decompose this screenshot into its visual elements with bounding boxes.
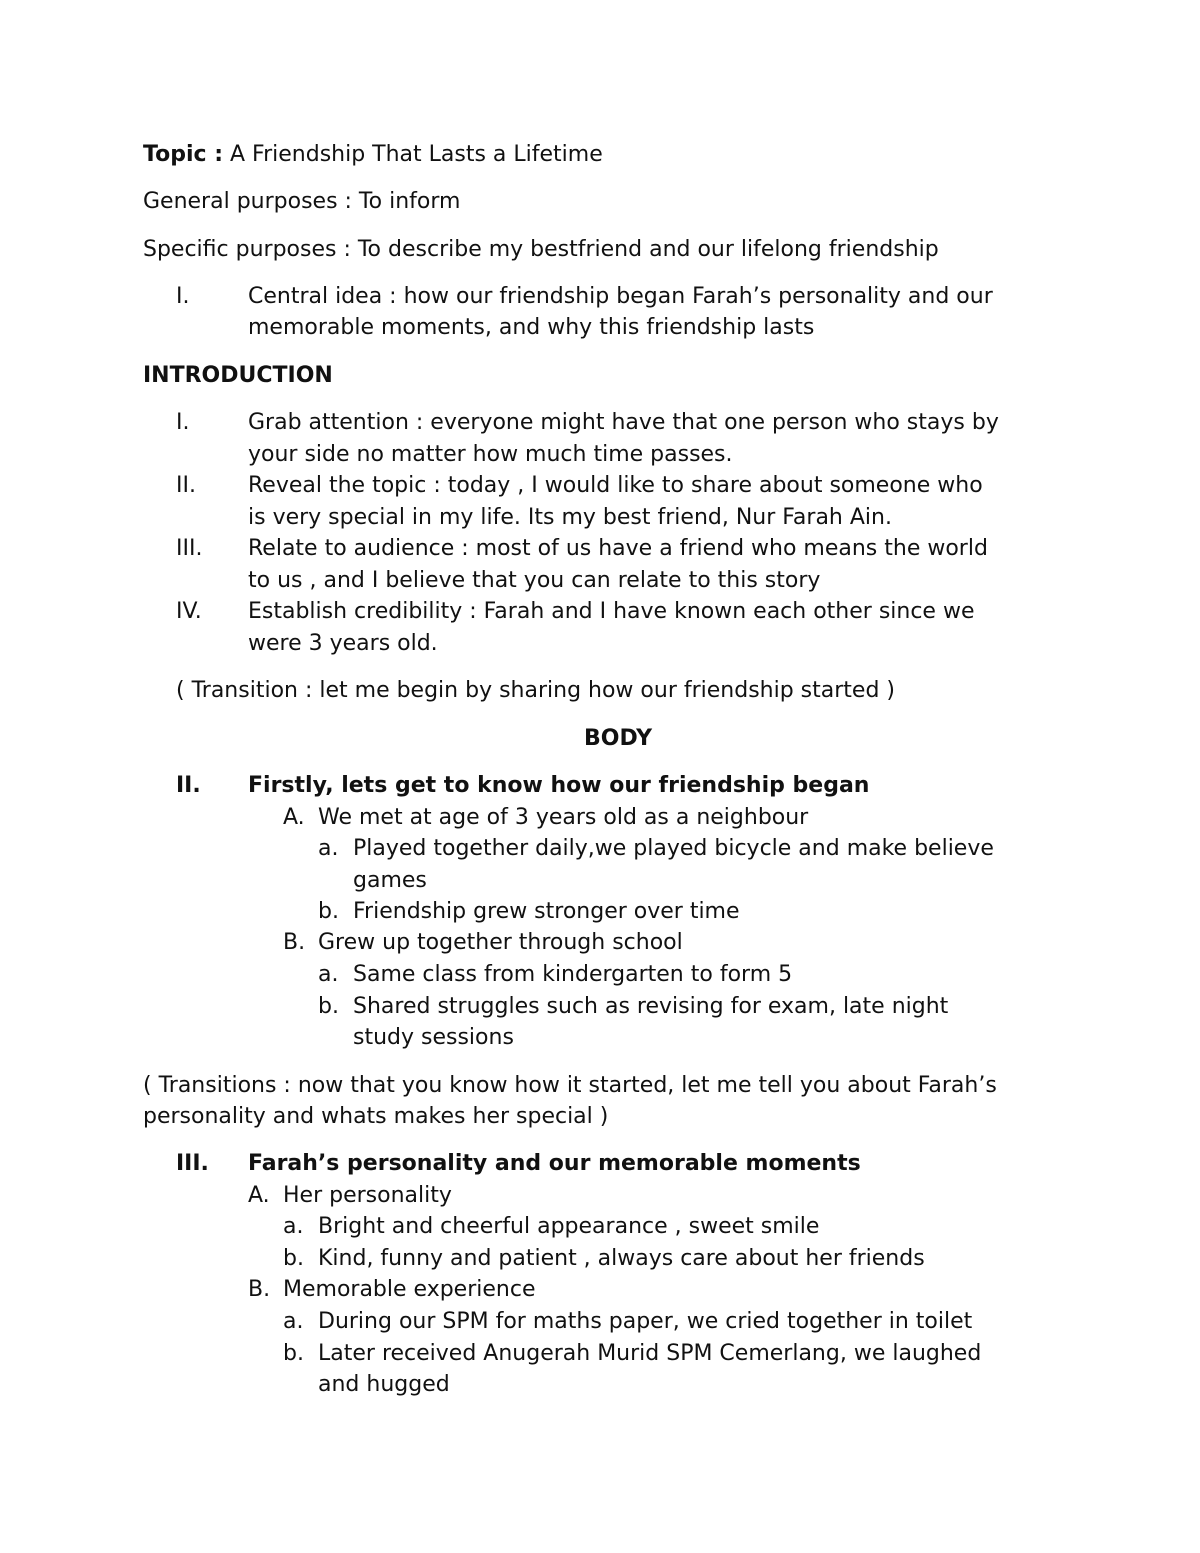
intro-item-1-marker: I. — [176, 410, 190, 435]
s3-a-sub-a-text: Bright and cheerful appearance , sweet smile — [318, 1214, 820, 1239]
s2-a-sub-b-text: Friendship grew stronger over time — [353, 899, 740, 924]
s3-b-sub-a-text: During our SPM for maths paper, we cried together in toilet — [318, 1309, 973, 1334]
s2-point-b-text: Grew up together through school — [318, 930, 683, 955]
intro-item-1-line-2: your side no matter how much time passes. — [248, 442, 733, 467]
intro-item-4-marker: IV. — [176, 599, 202, 624]
intro-transition: ( Transition : let me begin by sharing how our friendship started ) — [176, 678, 895, 703]
central-idea-line-1: Central idea : how our friendship began Farah’s personality and our — [248, 284, 993, 309]
topic-line — [143, 142, 603, 168]
section-3-marker: III. — [176, 1151, 209, 1176]
topic-label: Topic : — [143, 142, 223, 167]
s3-point-a-marker: A. — [248, 1183, 270, 1208]
s2-b-sub-b-line-1: Shared struggles such as revising for exam, late night — [353, 994, 949, 1019]
section-2-marker: II. — [176, 773, 201, 798]
intro-item-2-line-2: is very special in my life. Its my best friend, Nur Farah Ain. — [248, 505, 892, 530]
s3-point-b-text: Memorable experience — [283, 1277, 536, 1302]
introduction-heading: INTRODUCTION — [143, 363, 333, 388]
central-idea-marker: I. — [176, 284, 190, 309]
intro-item-2-line-1: Reveal the topic : today , I would like to share about someone who — [248, 473, 983, 498]
s3-a-sub-a-marker: a. — [283, 1214, 304, 1239]
s2-point-b-marker: B. — [283, 930, 306, 955]
s2-a-sub-a-line-2: games — [353, 868, 427, 893]
s2-b-sub-a-marker: a. — [318, 962, 339, 987]
s3-a-sub-b-marker: b. — [283, 1246, 304, 1271]
s2-a-sub-b-marker: b. — [318, 899, 339, 924]
s2-a-sub-a-marker: a. — [318, 836, 339, 861]
section-2-title: Firstly, lets get to know how our friendship began — [248, 773, 870, 798]
intro-item-4-line-2: were 3 years old. — [248, 631, 438, 656]
section-3-title: Farah’s personality and our memorable moments — [248, 1151, 861, 1176]
topic-value: A Friendship That Lasts a Lifetime — [223, 142, 603, 167]
intro-item-1-line-1: Grab attention : everyone might have that one person who stays by — [248, 410, 999, 435]
intro-item-4-line-1: Establish credibility : Farah and I have known each other since we — [248, 599, 975, 624]
intro-item-3-marker: III. — [176, 536, 203, 561]
s3-a-sub-b-text: Kind, funny and patient , always care about her friends — [318, 1246, 925, 1271]
s3-b-sub-b-line-2: and hugged — [318, 1372, 450, 1397]
s2-a-sub-a-line-1: Played together daily,we played bicycle and make believe — [353, 836, 994, 861]
s2-point-a-text: We met at age of 3 years old as a neighbour — [318, 805, 809, 830]
s2-b-sub-a-text: Same class from kindergarten to form 5 — [353, 962, 793, 987]
s3-b-sub-a-marker: a. — [283, 1309, 304, 1334]
s3-b-sub-b-line-1: Later received Anugerah Murid SPM Cemerlang, we laughed — [318, 1341, 982, 1366]
s2-point-a-marker: A. — [283, 805, 305, 830]
central-idea-line-2: memorable moments, and why this friendship lasts — [248, 315, 815, 340]
body-heading: BODY — [583, 726, 653, 751]
s3-point-a-text: Her personality — [283, 1183, 452, 1208]
intro-item-3-line-1: Relate to audience : most of us have a friend who means the world — [248, 536, 988, 561]
body-transition-line-1: ( Transitions : now that you know how it started, let me tell you about Farah’s — [143, 1073, 997, 1098]
s3-point-b-marker: B. — [248, 1277, 271, 1302]
s2-b-sub-b-marker: b. — [318, 994, 339, 1019]
intro-item-2-marker: II. — [176, 473, 196, 498]
s3-b-sub-b-marker: b. — [283, 1341, 304, 1366]
s2-b-sub-b-line-2: study sessions — [353, 1025, 514, 1050]
general-purpose: General purposes : To inform — [143, 189, 461, 214]
specific-purpose: Specific purposes : To describe my bestfriend and our lifelong friendship — [143, 237, 939, 262]
body-transition-line-2: personality and whats makes her special ) — [143, 1104, 609, 1129]
intro-item-3-line-2: to us , and I believe that you can relate to this story — [248, 568, 821, 593]
